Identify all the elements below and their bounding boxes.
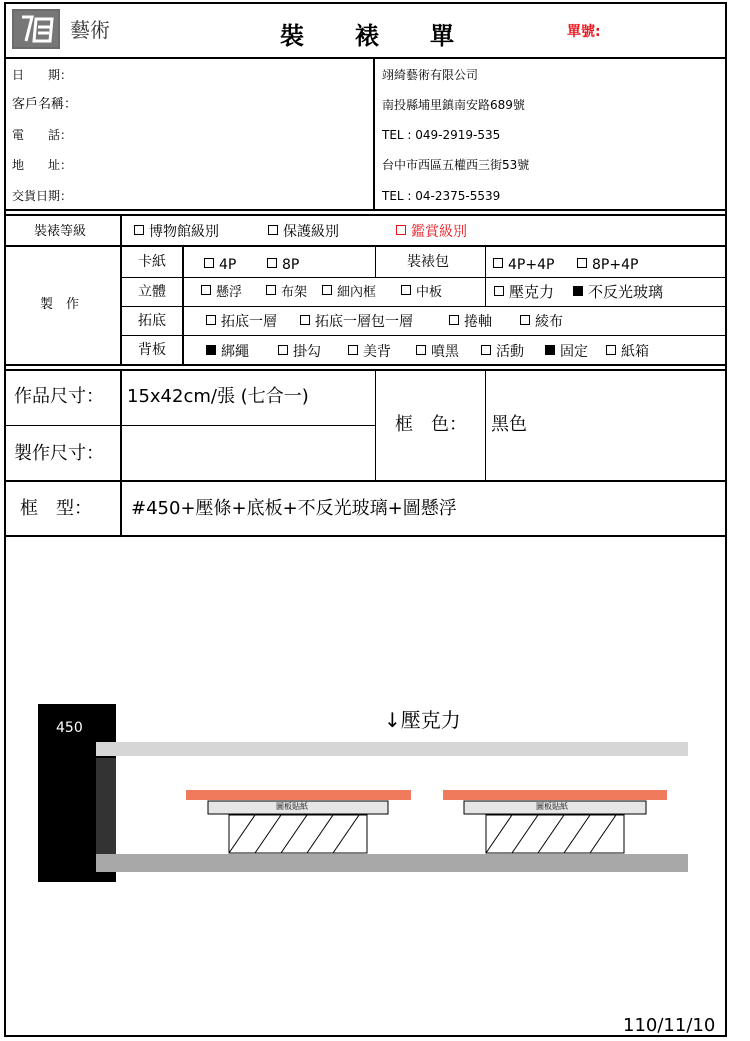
checkbox-icon xyxy=(348,345,358,355)
checkbox-icon xyxy=(134,225,144,235)
backing-option-spray-black[interactable]: 噴黑 xyxy=(416,344,459,360)
checkbox-checked-icon xyxy=(206,345,216,355)
checkbox-icon xyxy=(201,285,211,295)
checkbox-checked-icon xyxy=(545,345,555,355)
non-glare-glass-option[interactable]: 不反光玻璃 xyxy=(573,284,663,300)
mat-label: 卡紙 xyxy=(138,254,166,270)
backing-option-hook[interactable]: 掛勾 xyxy=(278,344,321,360)
company-address-1: 南投縣埔里鎮南安路689號 xyxy=(382,98,525,112)
package-option-4p4p[interactable]: 4P+4P xyxy=(493,257,554,273)
rubbing-label: 拓底 xyxy=(138,313,166,329)
phone-label: 電 話： xyxy=(12,128,73,142)
profile-label: 450 xyxy=(56,720,83,736)
checkbox-icon xyxy=(204,258,214,268)
checkbox-icon xyxy=(481,345,491,355)
backing-label: 背板 xyxy=(138,342,166,358)
frame-color-label: 框 色： xyxy=(395,414,467,435)
glass-layer xyxy=(96,742,688,756)
board-label-left: 圖板貼紙 xyxy=(276,802,308,811)
checkbox-checked-icon xyxy=(573,286,583,296)
checkbox-icon xyxy=(493,258,503,268)
checkbox-icon xyxy=(520,315,530,325)
acrylic-label: ↓壓克力 xyxy=(384,708,461,732)
production-label: 製 作 xyxy=(40,297,80,312)
acrylic-option[interactable]: 壓克力 xyxy=(494,284,554,300)
dimensional-label: 立體 xyxy=(138,284,166,300)
checkbox-icon xyxy=(266,285,276,295)
package-option-8p4p[interactable]: 8P+4P xyxy=(577,257,638,273)
address-label: 地 址： xyxy=(12,158,73,172)
company-tel-1: TEL : 049-2919-535 xyxy=(382,128,501,142)
frame-profile-inner xyxy=(96,758,116,856)
order-no-label: 單號: xyxy=(567,24,601,40)
rubbing-option-one-layer[interactable]: 拓底一層 xyxy=(206,314,277,330)
backing-option-fixed[interactable]: 固定 xyxy=(545,344,588,360)
checkbox-icon xyxy=(577,258,587,268)
frame-type-label: 框 型： xyxy=(20,498,92,519)
checkbox-icon xyxy=(322,285,332,295)
checkbox-icon xyxy=(396,225,406,235)
title-char-2: 裱 xyxy=(355,22,379,50)
rubbing-option-scroll[interactable]: 捲軸 xyxy=(449,314,492,330)
checkbox-icon xyxy=(300,315,310,325)
backing-option-beautify[interactable]: 美背 xyxy=(348,344,391,360)
production-size-label: 製作尺寸： xyxy=(14,443,104,464)
logo xyxy=(12,9,60,49)
work-size-label: 作品尺寸： xyxy=(14,386,104,407)
mat-option-8p[interactable]: 8P xyxy=(267,257,299,273)
grade-option-museum[interactable]: 博物館級別 xyxy=(134,224,219,240)
dimensional-option-inner-frame[interactable]: 細內框 xyxy=(322,285,376,301)
logo-text: 藝術 xyxy=(70,18,110,42)
title-char-3: 單 xyxy=(430,22,454,50)
checkbox-icon xyxy=(267,258,277,268)
checkbox-icon xyxy=(401,285,411,295)
checkbox-icon xyxy=(206,315,216,325)
logo-mark-icon xyxy=(12,9,60,49)
frame-type-value: #450+壓條+底板+不反光玻璃+圖懸浮 xyxy=(131,498,457,519)
checkbox-icon xyxy=(494,286,504,296)
mat-option-4p[interactable]: 4P xyxy=(204,257,236,273)
artwork-right xyxy=(443,790,667,800)
grade-label: 裝裱等級 xyxy=(34,224,87,239)
checkbox-icon xyxy=(416,345,426,355)
grade-option-appreciation[interactable]: 鑑賞級別 xyxy=(396,224,467,240)
back-board xyxy=(96,854,688,872)
dimensional-option-cloth-frame[interactable]: 布架 xyxy=(266,285,307,301)
checkbox-icon xyxy=(606,345,616,355)
delivery-date-label: 交貨日期： xyxy=(12,189,73,203)
board-label-right: 圖板貼紙 xyxy=(536,802,568,811)
package-label: 裝裱包 xyxy=(407,254,449,270)
backing-option-movable[interactable]: 活動 xyxy=(481,344,524,360)
company-tel-2: TEL : 04-2375-5539 xyxy=(382,189,501,203)
grade-option-protect[interactable]: 保護級別 xyxy=(268,224,339,240)
checkbox-icon xyxy=(278,345,288,355)
artwork-left xyxy=(186,790,411,800)
rubbing-option-silk[interactable]: 綾布 xyxy=(520,314,563,330)
backing-option-rope[interactable]: 綁繩 xyxy=(206,344,249,360)
checkbox-icon xyxy=(268,225,278,235)
title-char-1: 裝 xyxy=(280,22,304,50)
footer-date: 110/11/10 xyxy=(623,1015,716,1036)
company-name: 翊綺藝術有限公司 xyxy=(382,68,479,82)
rubbing-option-wrap[interactable]: 拓底一層包一層 xyxy=(300,314,413,330)
dimensional-option-middle-board[interactable]: 中板 xyxy=(401,285,442,301)
company-address-2: 台中市西區五權西三街53號 xyxy=(382,158,530,172)
work-size-value: 15x42cm/張 (七合一) xyxy=(127,386,309,407)
date-label: 日 期： xyxy=(12,68,73,82)
frame-profile-diagram xyxy=(0,690,740,890)
customer-name-label: 客戶名稱： xyxy=(12,97,78,112)
dimensional-option-float[interactable]: 懸浮 xyxy=(201,285,242,301)
backing-option-box[interactable]: 紙箱 xyxy=(606,344,649,360)
checkbox-icon xyxy=(449,315,459,325)
frame-color-value: 黑色 xyxy=(491,414,527,435)
